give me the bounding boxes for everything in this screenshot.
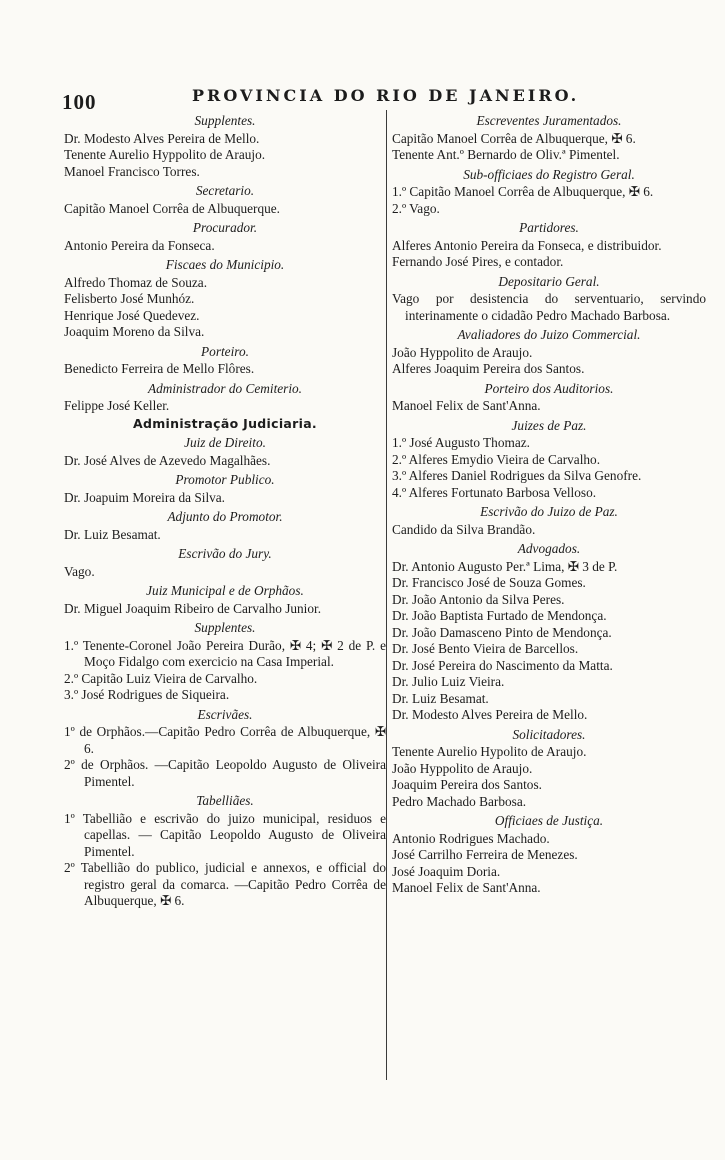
- numbered-entry: 2º de Orphãos. —Capitão Leopoldo Augusto de Oliveira Pimentel.: [64, 757, 386, 789]
- entry-line: Dr. Joapuim Moreira da Silva.: [64, 489, 226, 505]
- entry-line: Antonio Rodrigues Machado.: [392, 830, 550, 846]
- entry-line: Tenente Aurelio Hypolito de Araujo.: [392, 744, 587, 759]
- entry-line: Fernando José Pires, e contador.: [392, 254, 564, 269]
- section-heading: Partidores.: [519, 220, 579, 235]
- entry-line: Joaquim Moreno da Silva.: [64, 324, 205, 339]
- section-title: Administração Judiciaria.: [133, 415, 317, 431]
- entry-line: Benedicto Ferreira de Mello Flôres.: [64, 361, 255, 376]
- entry-line: João Hyppolito de Araujo.: [392, 760, 533, 776]
- numbered-entry: 3.º José Rodrigues de Siqueira.: [64, 687, 230, 702]
- section-heading: Escrivães.: [197, 706, 253, 722]
- entry-line: Dr. João Antonio da Silva Peres.: [392, 591, 565, 607]
- section-heading: Fiscaes do Municipio.: [165, 257, 285, 272]
- section-heading: Solicitadores.: [512, 726, 586, 742]
- entry-line: Pedro Machado Barbosa.: [392, 793, 527, 809]
- section-heading: Juiz de Direito.: [184, 435, 266, 450]
- entry-line: Dr. Modesto Alves Pereira de Mello.: [392, 707, 588, 722]
- section-heading: Promotor Publico.: [175, 472, 275, 487]
- section-heading: Escrivão do Juizo de Paz.: [480, 504, 618, 519]
- section-heading: Sub-officiaes do Registro Geral.: [463, 166, 635, 182]
- section-heading: Supplentes.: [194, 620, 256, 635]
- section-heading: Officiaes de Justiça.: [494, 813, 604, 828]
- entry-line: Dr. Modesto Alves Pereira de Mello.: [64, 130, 260, 146]
- section-heading: Procurador.: [192, 220, 258, 235]
- section-heading: Secretario.: [195, 183, 255, 198]
- right-column: [392, 112, 706, 897]
- section-heading: Supplentes.: [194, 113, 256, 128]
- section-heading: Tabelliães.: [196, 793, 254, 808]
- entry-paragraph: Alferes Antonio Pereira da Fonseca, e distribuidor.: [392, 237, 662, 253]
- entry-line: Dr. João Baptista Furtado de Mendonça.: [392, 608, 607, 623]
- entry-line: Dr. Luiz Besamat.: [64, 526, 161, 542]
- numbered-entry: 2.º Capitão Luiz Vieira de Carvalho.: [64, 670, 258, 686]
- numbered-entry: 2.º Vago.: [392, 200, 440, 216]
- entry-paragraph: Dr. Miguel Joaquim Ribeiro de Carvalho Junior.: [64, 600, 322, 616]
- numbered-entry: 1.º José Augusto Thomaz.: [392, 435, 530, 450]
- section-heading: Escrivão do Jury.: [178, 546, 272, 561]
- page-number: 100: [62, 90, 97, 114]
- entry-line: Manoel Felix de Sant'Anna.: [392, 398, 541, 413]
- entry-line: Dr. Antonio Augusto Per.ª Lima, ✠ 3 de P.: [392, 558, 618, 574]
- section-heading: Advogados.: [517, 541, 581, 556]
- section-heading: Avaliadores do Juizo Commercial.: [457, 327, 641, 342]
- section-heading: Juiz Municipal e de Orphãos.: [146, 583, 304, 598]
- entry-line: Tenente Ant.º Bernardo de Oliv.ª Pimentel.: [392, 147, 620, 162]
- entry-line: Tenente Aurelio Hyppolito de Araujo.: [64, 147, 266, 162]
- entry-line: José Carrilho Ferreira de Menezes.: [392, 847, 578, 862]
- numbered-entry: 1º Tabellião e escrivão do juizo municipal, residuos e capellas. — Capitão Leopoldo Augusto de Oliveira Pimentel.: [64, 810, 386, 859]
- section-heading: Porteiro dos Auditorios.: [484, 380, 614, 396]
- entry-paragraph: Vago por desistencia do serventuario, servindo interinamente o cidadão Pedro Machado Barbosa.: [392, 291, 706, 323]
- entry-line: Vago.: [64, 563, 95, 579]
- running-head: PROVINCIA DO RIO DE JANEIRO.: [192, 86, 580, 105]
- section-heading: Depositario Geral.: [498, 273, 600, 289]
- section-heading: Adjunto do Promotor.: [167, 509, 283, 524]
- column-rule: [386, 110, 387, 1080]
- entry-line: Manoel Felix de Sant'Anna.: [392, 880, 541, 895]
- section-heading: Porteiro.: [201, 343, 249, 359]
- numbered-entry: 2.º Alferes Emydio Vieira de Carvalho.: [392, 451, 601, 467]
- entry-line: Dr. Julio Luiz Vieira.: [392, 674, 505, 689]
- entry-line: Alfredo Thomaz de Souza.: [64, 274, 208, 290]
- entry-line: Capitão Manoel Corrêa de Albuquerque.: [64, 200, 281, 216]
- entry-line: João Hyppolito de Araujo.: [392, 344, 533, 360]
- entry-line: Henrique José Quedevez.: [64, 307, 200, 323]
- entry-line: Dr. José Pereira do Nascimento da Matta.: [392, 657, 613, 673]
- section-heading: Administrador do Cemiterio.: [147, 380, 303, 396]
- entry-line: Dr. José Bento Vieira de Barcellos.: [392, 641, 579, 656]
- entry-line: Joaquim Pereira dos Santos.: [392, 777, 542, 792]
- numbered-entry: 1.º Capitão Manoel Corrêa de Albuquerque, ✠ 6.: [392, 184, 654, 199]
- left-column: [64, 112, 386, 910]
- entry-line: Dr. Luiz Besamat.: [392, 690, 489, 706]
- entry-line: Capitão Manoel Corrêa de Albuquerque, ✠ 6.: [392, 130, 636, 146]
- entry-line: Felisberto José Munhóz.: [64, 291, 195, 306]
- numbered-entry: 1.º Tenente-Coronel João Pereira Durão, ✠ 4; ✠ 2 de P. e Moço Fidalgo com exercicio na Casa Imperial.: [64, 637, 386, 669]
- section-heading: Juizes de Paz.: [511, 417, 587, 433]
- entry-line: Dr. João Damasceno Pinto de Mendonça.: [392, 624, 612, 640]
- entry-line: Felippe José Keller.: [64, 398, 170, 413]
- numbered-entry: 4.º Alferes Fortunato Barbosa Velloso.: [392, 484, 597, 500]
- entry-line: Alferes Joaquim Pereira dos Santos.: [392, 361, 585, 376]
- entry-line: Manoel Francisco Torres.: [64, 163, 200, 179]
- numbered-entry: 3.º Alferes Daniel Rodrigues da Silva Genofre.: [392, 468, 642, 483]
- entry-line: Candido da Silva Brandão.: [392, 521, 536, 537]
- entry-line: José Joaquim Doria.: [392, 863, 501, 879]
- entry-line: Dr. Francisco José de Souza Gomes.: [392, 575, 586, 590]
- numbered-entry: 1º de Orphãos.—Capitão Pedro Corrêa de Albuquerque, ✠ 6.: [64, 724, 386, 756]
- numbered-entry: 2º Tabellião do publico, judicial e annexos, e official do registro geral da comarca. —Capitão Pedro Corrêa de Albuquerque, ✠ 6.: [64, 860, 386, 908]
- section-heading: Escreventes Juramentados.: [476, 113, 622, 128]
- entry-line: Dr. José Alves de Azevedo Magalhães.: [64, 452, 271, 468]
- entry-line: Antonio Pereira da Fonseca.: [64, 237, 215, 253]
